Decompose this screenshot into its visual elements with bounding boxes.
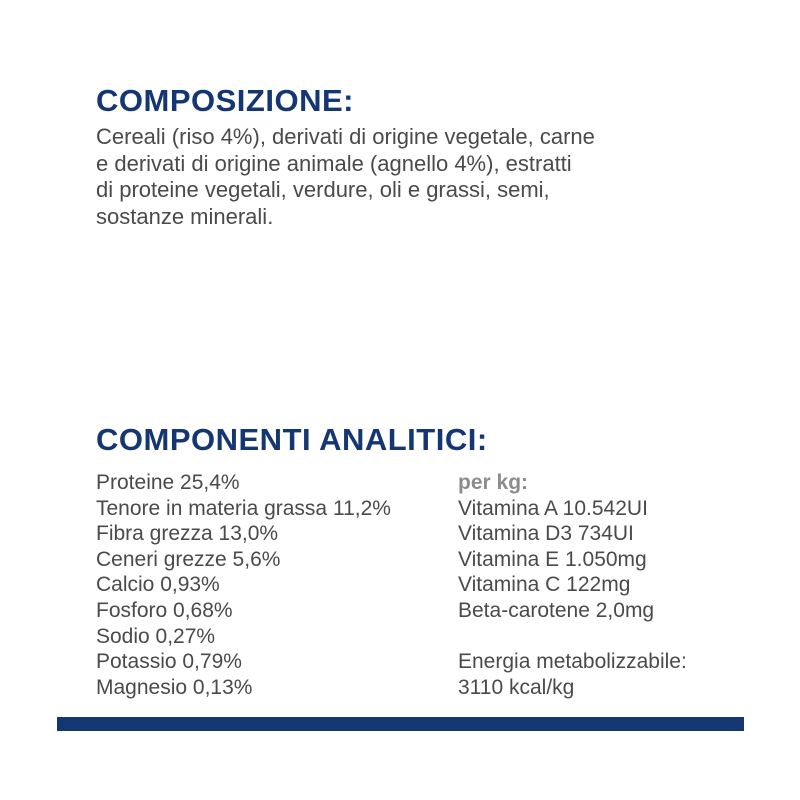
nutrient-item: Fosforo 0,68% — [96, 598, 233, 622]
composizione-heading: COMPOSIZIONE: — [96, 83, 354, 118]
vitamin-list — [458, 470, 687, 700]
vitamin-item: Vitamina A 10.542UI — [458, 496, 648, 520]
nutrient-item: Tenore in materia grassa 11,2% — [96, 496, 391, 520]
nutrient-list — [96, 470, 391, 700]
nutrient-item: Magnesio 0,13% — [96, 675, 253, 699]
vitamin-item: Beta-carotene 2,0mg — [458, 598, 655, 622]
per-kg-label: per kg: — [458, 471, 529, 494]
energy-label: Energia metabolizzabile: — [458, 650, 687, 674]
composizione-line: sostanze minerali. — [96, 203, 274, 229]
spacer — [458, 624, 687, 650]
nutrient-item: Ceneri grezze 5,6% — [96, 547, 281, 571]
nutrient-item: Calcio 0,93% — [96, 573, 220, 597]
nutrient-item: Sodio 0,27% — [96, 624, 216, 648]
composizione-line: Cereali (riso 4%), derivati di origine vegetale, carne — [96, 124, 595, 149]
componenti-heading: COMPONENTI ANALITICI: — [96, 422, 488, 457]
footer-divider-bar — [57, 717, 744, 731]
nutrient-item: Proteine 25,4% — [96, 471, 240, 494]
composizione-text — [96, 124, 736, 230]
energy-value: 3110 kcal/kg — [458, 675, 575, 699]
composizione-line: e derivati di origine animale (agnello 4%), estratti — [96, 150, 572, 176]
vitamin-item: Vitamina E 1.050mg — [458, 547, 647, 571]
vitamin-item: Vitamina D3 734UI — [458, 522, 634, 546]
composizione-line: di proteine vegetali, verdure, oli e grassi, semi, — [96, 177, 550, 202]
nutrient-item: Potassio 0,79% — [96, 650, 242, 674]
vitamin-item: Vitamina C 122mg — [458, 573, 631, 597]
nutrient-item: Fibra grezza 13,0% — [96, 522, 279, 546]
